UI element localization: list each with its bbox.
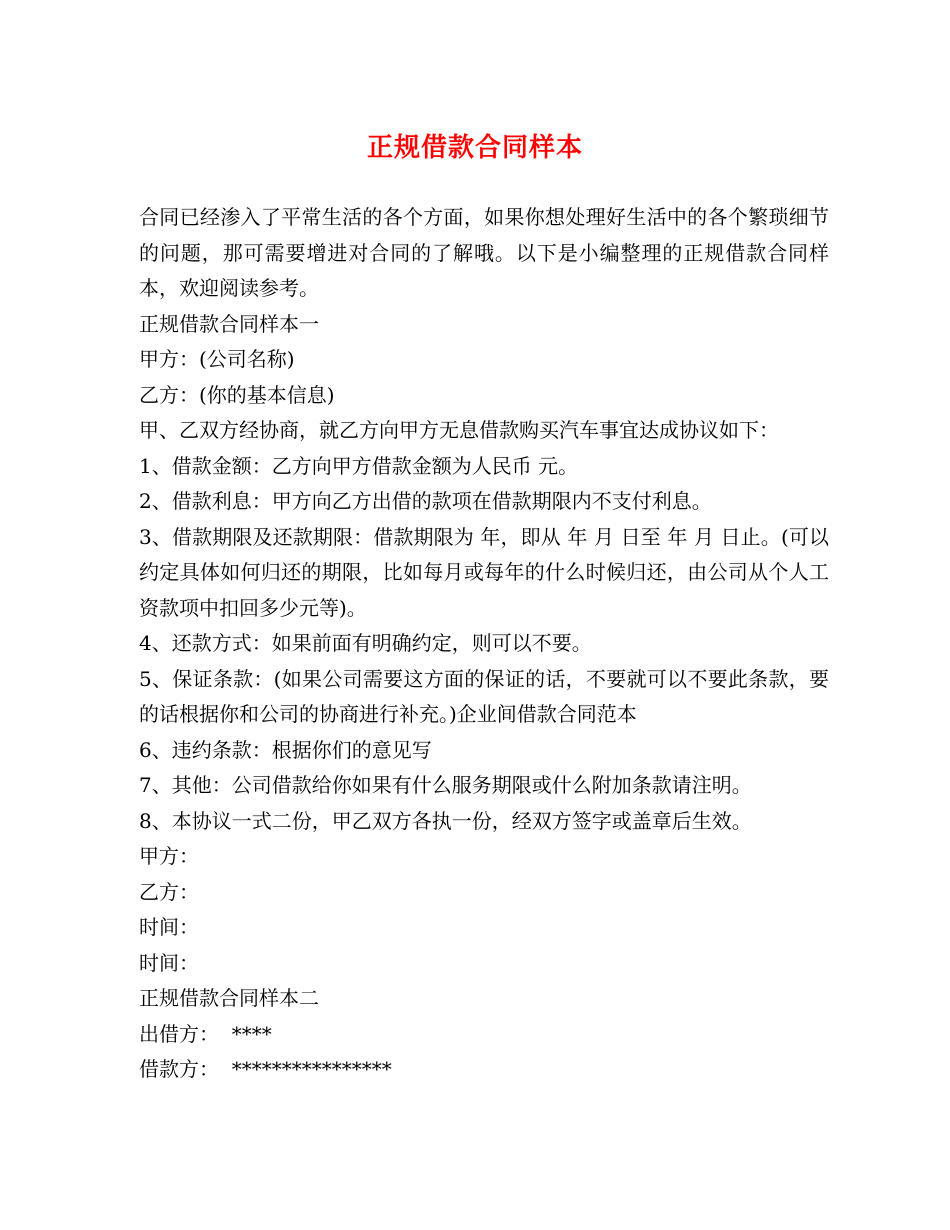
clause-7: 7、其他：公司借款给你如果有什么服务期限或什么附加条款请注明。	[139, 773, 752, 797]
document-body	[139, 200, 829, 1088]
clause-8: 8、本协议一式二份，甲乙双方各执一份，经双方签字或盖章后生效。	[139, 808, 752, 833]
party-b-line: 乙方：(你的基本信息)	[139, 382, 335, 407]
lender-line: 出借方： ****	[139, 1021, 272, 1046]
clause-1: 1、借款金额：乙方向甲方借款金额为人民币 元。	[139, 453, 579, 478]
signature-date-2: 时间：	[139, 950, 199, 975]
signature-party-b: 乙方：	[139, 879, 199, 904]
signature-date-1: 时间：	[139, 915, 199, 939]
clause-6: 6、违约条款：根据你们的意见写	[139, 737, 432, 762]
clause-2: 2、借款利息：甲方向乙方出借的款项在借款期限内不支付利息。	[139, 489, 712, 513]
document-title: 正规借款合同样本	[366, 133, 583, 163]
signature-party-a: 甲方：	[139, 844, 199, 868]
agreement-intro: 甲、乙双方经协商，就乙方向甲方无息借款购买汽车事宜达成协议如下：	[139, 418, 779, 442]
borrower-line: 借款方： ****************	[139, 1057, 392, 1081]
section-heading-1: 正规借款合同样本一	[139, 311, 319, 336]
clause-5: 5、保证条款：(如果公司需要这方面的保证的话，不要就可以不要此条款，要的话根据你和公司的协商进行补充。)企业间借款合同范本	[139, 666, 829, 726]
clause-4: 4、还款方式：如果前面有明确约定，则可以不要。	[139, 631, 592, 655]
clause-3: 3、借款期限及还款期限：借款期限为 年，即从 年 月 日至 年 月 日止。(可以约定具体如何归还的期限，比如每月或每年的什么时候归还，由公司从个人工资款项中扣回多少元等)。	[139, 524, 829, 620]
section-heading-2: 正规借款合同样本二	[139, 986, 319, 1010]
party-a-line: 甲方：(公司名称)	[139, 347, 295, 371]
intro-paragraph: 合同已经渗入了平常生活的各个方面，如果你想处理好生活中的各个繁琐细节的问题，那可需要增进对合同的了解哦。以下是小编整理的正规借款合同样本，欢迎阅读参考。	[139, 205, 829, 300]
